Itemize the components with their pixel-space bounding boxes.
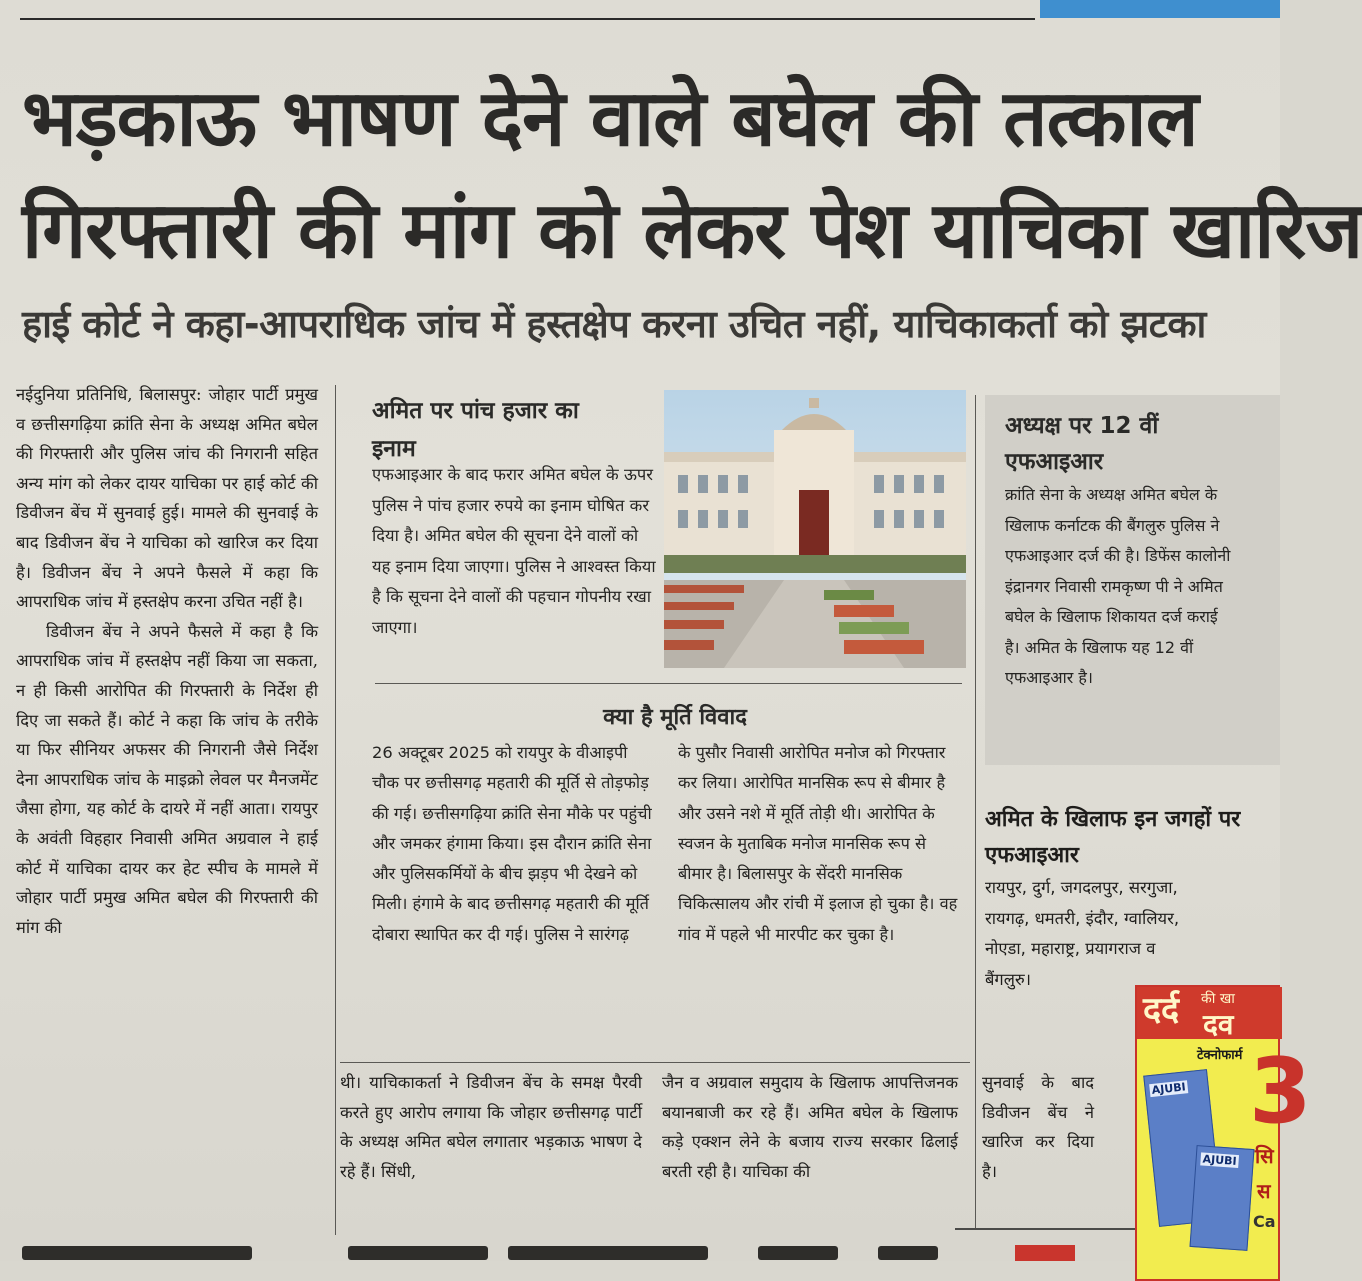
ad-brand: टेक्नोफार्म xyxy=(1197,1048,1243,1063)
column-divider-left xyxy=(335,385,336,1235)
headline-line-2: गिरफ्तारी की मांग को लेकर पेश याचिका खारिज xyxy=(22,186,1362,276)
column-divider-right xyxy=(975,395,976,1230)
statue-box-bottom-rule xyxy=(340,1062,970,1063)
top-divider xyxy=(20,18,1035,20)
bottom-right-rule xyxy=(955,1228,1135,1230)
statue-box-title: क्या है मूर्ति विवाद xyxy=(603,705,747,730)
ad-letter-2: स xyxy=(1257,1179,1271,1203)
fir-box-body: क्रांति सेना के अध्यक्ष अमित बघेल के खिलाफ कर्नाटक की बैंगलुरु पुलिस ने एफआइआर दर्ज की है। डिफेंस कालोनी इंद्रानगर निवासी रामकृष्ण पी ने अमित बघेल के खिलाफ शिकायत दर्ज कराई है। अमित के खिलाफ यह 12 वीं एफआइआर है। xyxy=(1005,485,1231,687)
subheadline: हाई कोर्ट ने कहा-आपराधिक जांच में हस्तक्षेप करना उचित नहीं, याचिकाकर्ता को झटका xyxy=(22,302,1206,346)
high-court-photo xyxy=(664,390,966,668)
main-story-para-2: डिवीजन बेंच ने अपने फैसले में कहा है कि आपराधिक जांच में हस्तक्षेप नहीं किया जा सकता, न ही किसी आरोपित की गिरफ्तारी के निर्देश ही दिए जा सकते हैं। कोर्ट ने कहा कि जांच के तरीके या फिर सीनियर अफसर की निगरानी जैसे निर्देश देना आपराधिक जांच के माइक्रो लेवल पर मैनजमेंट जैसा होगा, यह कोर्ट के दायरे में नहीं आता। रायपुर के अवंती विहहार निवासी अमित अग्रवाल ने हाई कोर्ट में याचिका दायर कर हेट स्पीच के मामले में जोहार पार्टी प्रमुख अमित बघेल की गिरफ्तारी की मांग की xyxy=(16,621,318,937)
ad-word-dav: दव xyxy=(1203,1008,1234,1041)
ad-small-text: की खा xyxy=(1201,991,1235,1007)
statue-box-top-rule xyxy=(375,683,962,684)
next-story-cutoff xyxy=(18,1240,948,1261)
fir-box-title: अध्यक्ष पर 12 वीं एफआइआर xyxy=(1005,413,1159,475)
main-story-para-1: नईदुनिया प्रतिनिधि, बिलासपुर: जोहार पार्टी प्रमुख व छत्तीसगढ़िया क्रांति सेना के अध्यक्ष अमित बघेल की गिरफ्तारी और पुलिस जांच की निगरानी सहित अन्य मांग को लेकर दायर याचिका पर हाई कोर्ट की डिवीजन बेंच में सुनवाई हुई। मामले की सुनवाई के बाद डिवीजन बेंच ने याचिका को खारिज कर दिया है। डिवीजन बेंच ने अपने फैसले में कहा कि आपराधिक जांच में हस्तक्षेप करना उचित नहीं है। xyxy=(16,385,318,612)
ad-big-number: 3 xyxy=(1249,1039,1312,1144)
main-story-cont-c: सुनवाई के बाद डिवीजन बेंच ने खारिज कर दिया है। xyxy=(982,1073,1094,1181)
main-story-cont-a: थी। याचिकाकर्ता ने डिवीजन बेंच के समक्ष पैरवी करते हुए आरोप लगाया कि जोहार छत्तीसगढ़ पार्टी के अध्यक्ष अमित बघेल लगातार भड़काऊ भाषण दे रहे हैं। सिंधी, xyxy=(340,1073,642,1181)
reward-box-title: अमित पर पांच हजार का इनाम xyxy=(372,398,579,462)
bottom-right-red-mark xyxy=(1015,1245,1075,1261)
statue-box-col-1: 26 अक्टूबर 2025 को रायपुर के वीआइपी चौक पर छत्तीसगढ़ महतारी की मूर्ति से तोड़फोड़ की गई। छत्तीसगढ़िया क्रांति सेना मौके पर पहुंची और जमकर हंगामा किया। इस दौरान क्रांति सेना और पुलिसकर्मियों के बीच झड़प भी देखने को मिली। हंगामे के बाद छत्तीसगढ़ महतारी की मूर्ति दोबारा स्थापित कर दी गई। पुलिस ने सारंगढ़ xyxy=(372,743,652,944)
ad-letter-3: Ca xyxy=(1253,1212,1276,1231)
high-court-building-image xyxy=(664,390,966,668)
ad-medicine-pack-2 xyxy=(1190,1145,1255,1251)
ad-pack-label: AJUBI xyxy=(1151,1080,1187,1097)
places-box-title: अमित के खिलाफ इन जगहों पर एफआइआर xyxy=(985,807,1241,868)
ad-letter-1: सि xyxy=(1255,1144,1274,1168)
ad-pack-label-2: AJUBI xyxy=(1202,1152,1238,1168)
headline-line-1: भड़काऊ भाषण देने वाले बघेल की तत्काल xyxy=(22,74,1198,164)
reward-box-body: एफआइआर के बाद फरार अमित बघेल के ऊपर पुलिस ने पांच हजार रुपये का इनाम घोषित कर दिया है। अमित बघेल की सूचना देने वालों को यह इनाम दिया जाएगा। पुलिस ने आश्वस्त किया है कि सूचना देने वालों की पहचान गोपनीय रखा जाएगा। xyxy=(372,465,656,637)
main-story-column xyxy=(16,380,318,942)
statue-box-col-2: के पुसौर निवासी आरोपित मनोज को गिरफ्तार कर लिया। आरोपित मानसिक रूप से बीमार है और उसने नशे में मूर्ति तोड़ी थी। आरोपित के स्वजन के मुताबिक मनोज मानसिक रूप से बीमार है। बिलासपुर के सेंदरी मानसिक चिकित्सालय और रांची में इलाज हो चुका है। वह गांव में पहले भी मारपीट कर चुका है। xyxy=(678,743,958,944)
ad-word-dard: दर्द xyxy=(1143,990,1180,1030)
adjacent-page-blue-edge xyxy=(1040,0,1280,18)
main-story-cont-b: जैन व अग्रवाल समुदाय के खिलाफ आपत्तिजनक बयानबाजी कर रहे हैं। अमित बघेल के खिलाफ कड़े एक्शन लेने के बजाय राज्य सरकार ढिलाई बरती रही है। याचिका की xyxy=(662,1073,958,1181)
pain-relief-advertisement xyxy=(1135,985,1312,1281)
places-box-body: रायपुर, दुर्ग, जगदलपुर, सरगुजा, रायगढ़, धमतरी, इंदौर, ग्वालियर, नोएडा, महाराष्ट्र, प्रयागराज व बैंगलुरु। xyxy=(985,878,1180,989)
